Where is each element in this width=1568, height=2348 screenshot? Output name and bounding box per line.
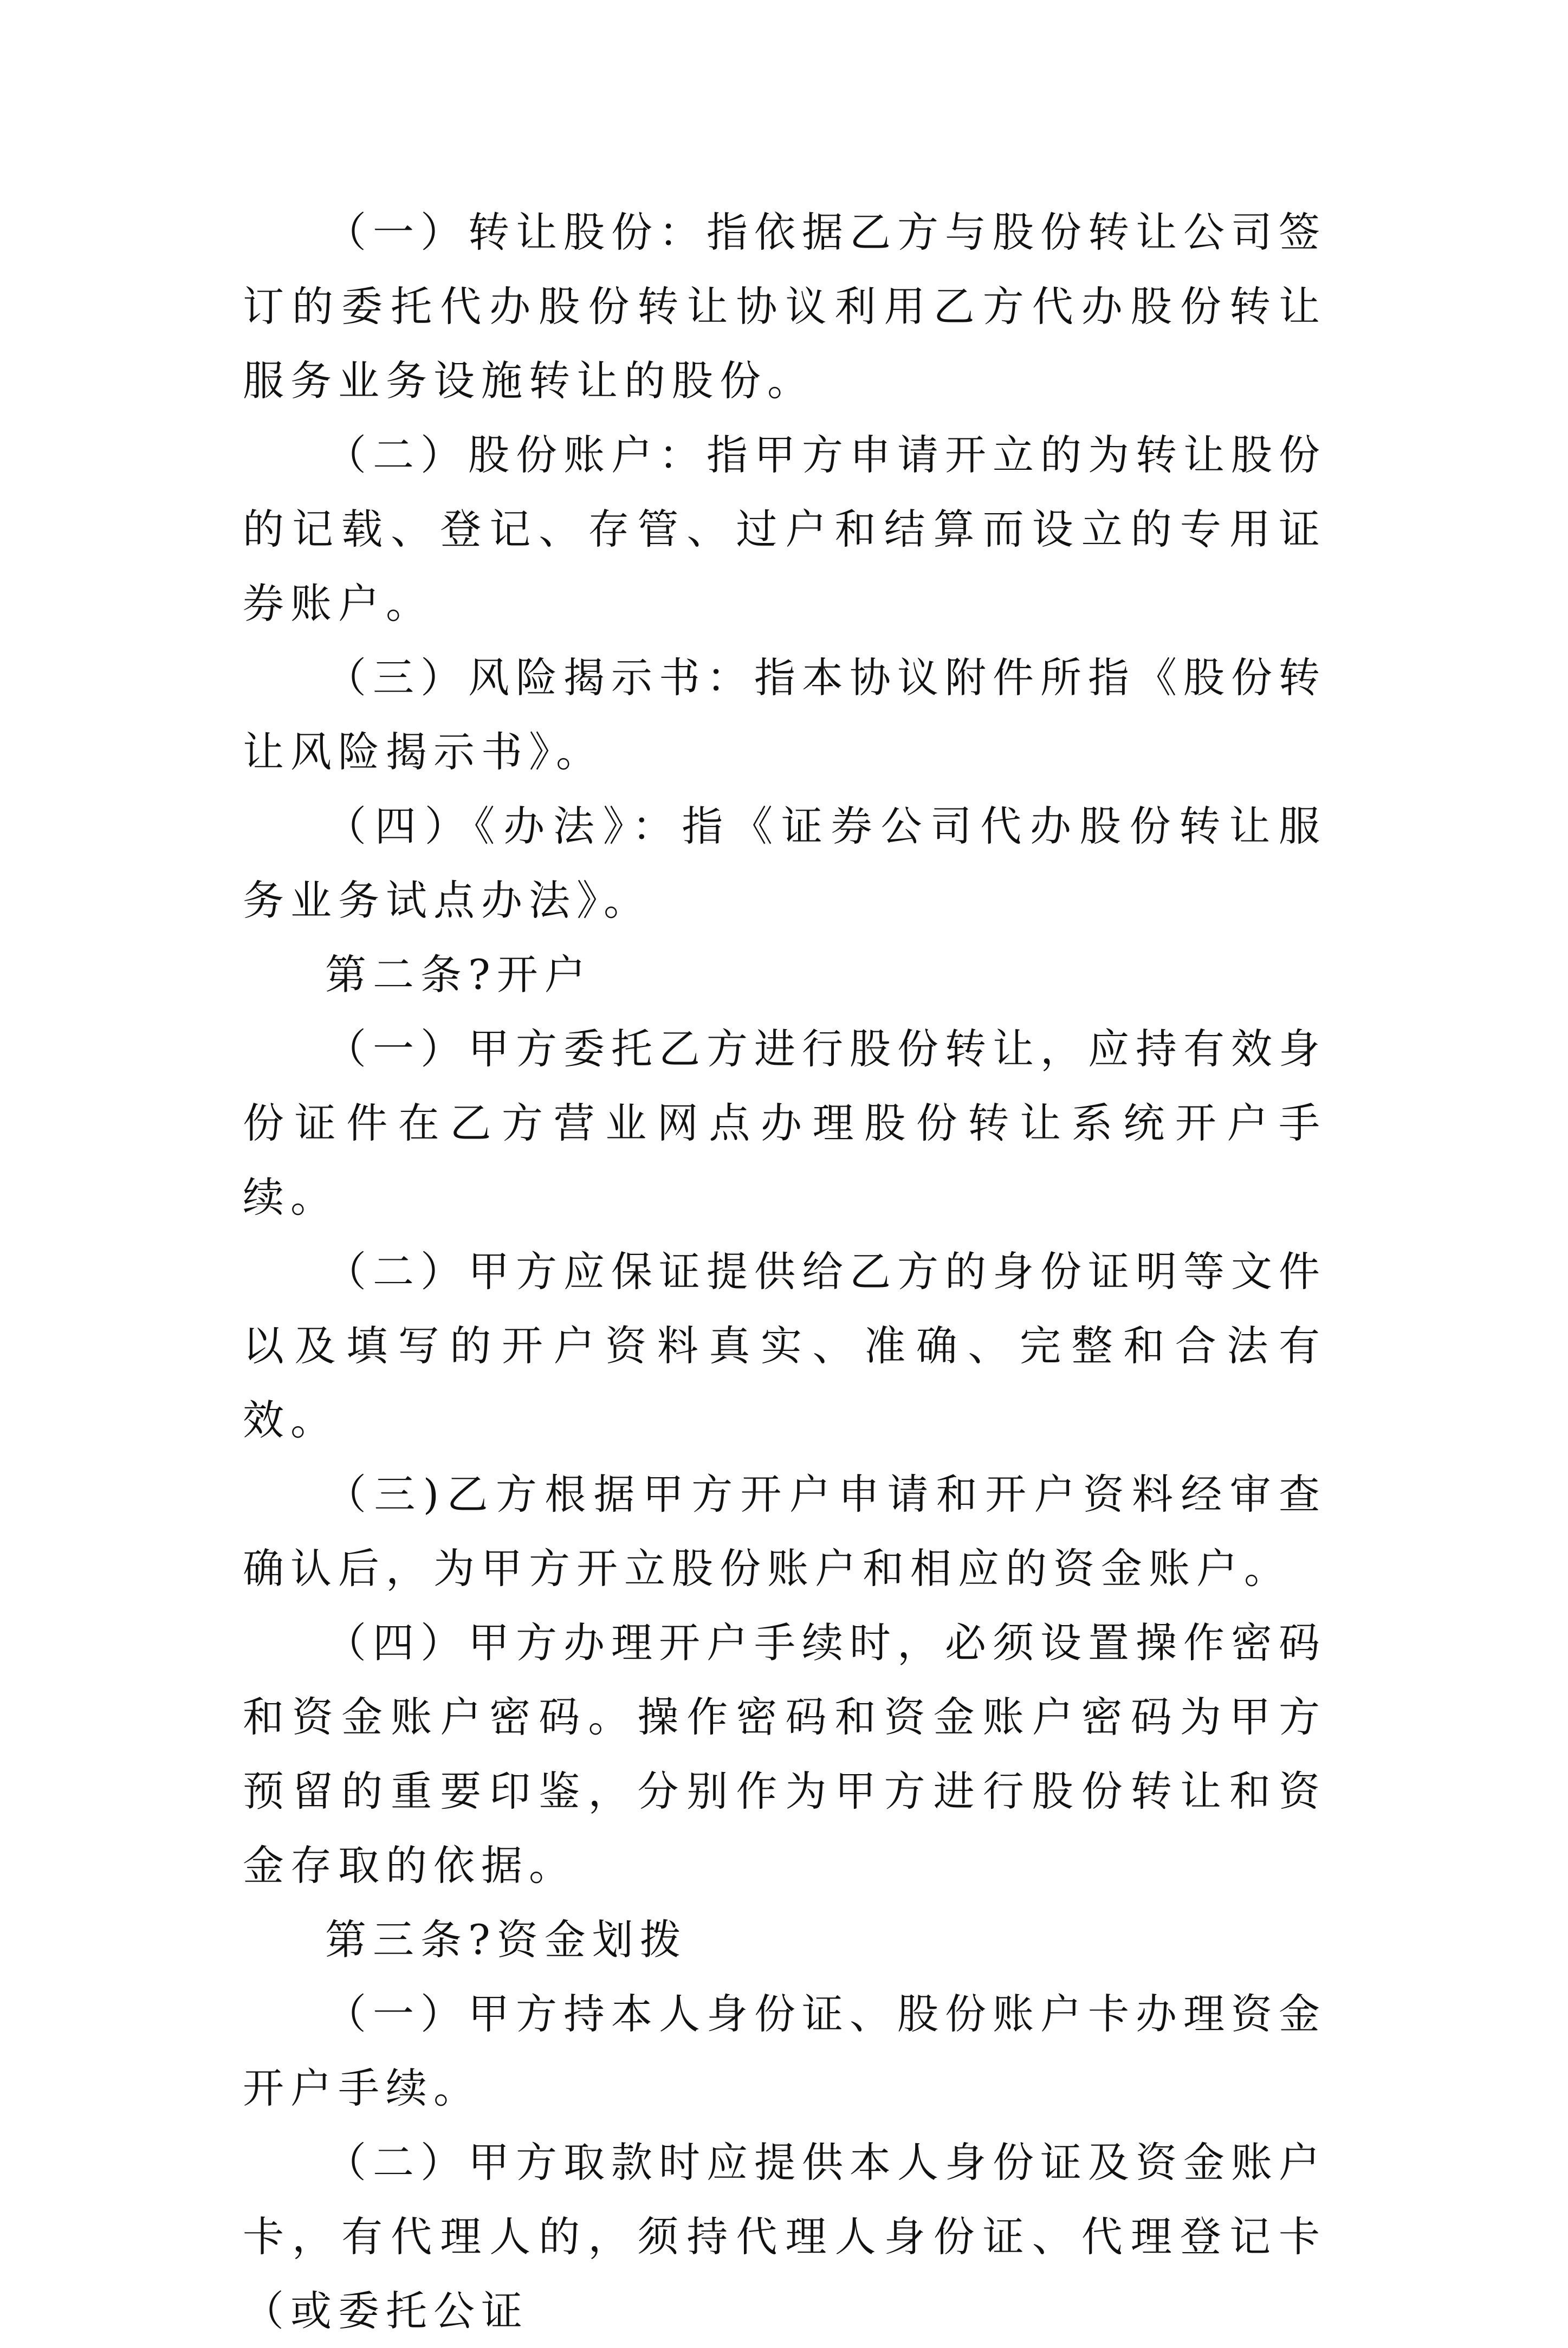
paragraph-fund-2: （二）甲方取款时应提供本人身份证及资金账户卡，有代理人的，须持代理人身份证、代理登记卡（或委托公证	[243, 2138, 1326, 2335]
article-heading-fund-transfer: 第三条?资金划拨	[325, 1916, 688, 1964]
paragraph-opening-3: （三)乙方根据甲方开户申请和开户资料经审查确认后，为甲方开立股份账户和相应的资金账户。	[243, 1470, 1326, 1593]
paragraph-opening-4: （四）甲方办理开户手续时，必须设置操作密码和资金账户密码。操作密码和资金账户密码为甲方预留的重要印鉴，分别作为甲方进行股份转让和资金存取的依据。	[243, 1619, 1326, 1890]
paragraph-opening-1: （一）甲方委托乙方进行股份转让，应持有效身份证件在乙方营业网点办理股份转让系统开户手续。	[243, 1025, 1326, 1221]
document-body	[243, 195, 1326, 2348]
paragraph-risk-disclosure: （三）风险揭示书：指本协议附件所指《股份转让风险揭示书》。	[243, 654, 1326, 776]
paragraph-measures: （四）《办法》：指《证券公司代办股份转让服务业务试点办法》。	[243, 802, 1326, 924]
article-heading-account-opening: 第二条?开户	[325, 950, 592, 999]
paragraph-opening-2: （二）甲方应保证提供给乙方的身份证明等文件以及填写的开户资料真实、准确、完整和合法有效。	[243, 1247, 1326, 1444]
paragraph-transfer-shares: （一）转让股份：指依据乙方与股份转让公司签订的委托代办股份转让协议利用乙方代办股份转让服务业务设施转让的股份。	[243, 208, 1326, 405]
paragraph-fund-1: （一）甲方持本人身份证、股份账户卡办理资金开户手续。	[243, 1990, 1326, 2112]
paragraph-share-account: （二）股份账户：指甲方申请开立的为转让股份的记载、登记、存管、过户和结算而设立的专用证券账户。	[243, 431, 1326, 628]
